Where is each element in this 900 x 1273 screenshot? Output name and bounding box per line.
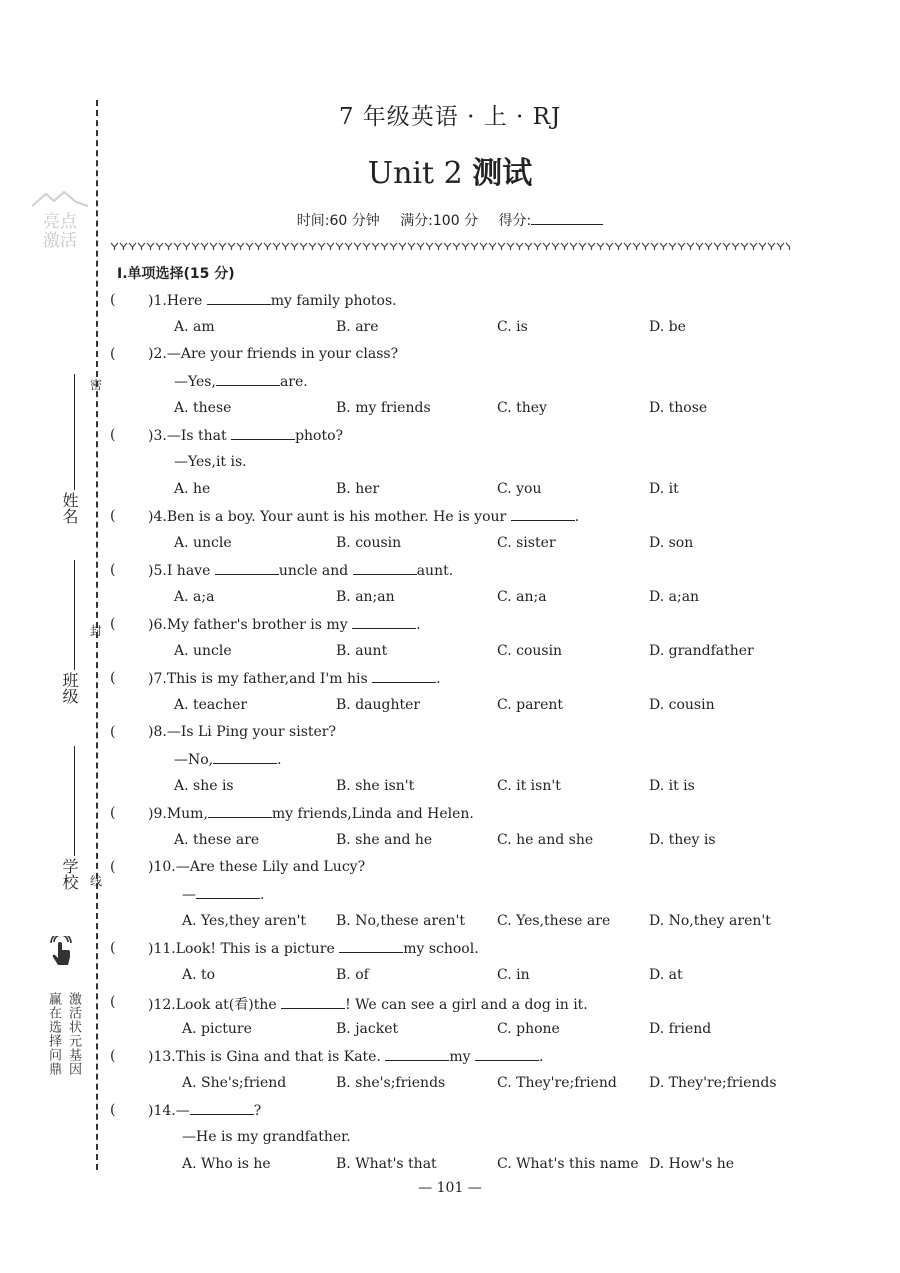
- option-b: B. What's that: [336, 1156, 437, 1172]
- option-b: B. No,these aren't: [336, 913, 465, 929]
- school-line: [74, 746, 75, 856]
- answer-bracket: (: [110, 1102, 116, 1118]
- option-c: C. it isn't: [497, 778, 561, 794]
- option-c: C. an;a: [497, 589, 547, 605]
- option-d: D. How's he: [649, 1156, 735, 1172]
- answer-bracket: (: [110, 562, 116, 578]
- question-13: )13.This is Gina and that is Kate. my .: [148, 1049, 544, 1065]
- seal-feng: 封: [90, 624, 103, 638]
- option-d: D. grandfather: [649, 643, 754, 659]
- answer-bracket: (: [110, 1048, 116, 1064]
- option-b: B. she and he: [336, 832, 433, 848]
- option-a: A. a;a: [174, 589, 215, 605]
- question-4: )4.Ben is a boy. Your aunt is his mother. He is your .: [148, 509, 580, 525]
- answer-bracket: (: [110, 508, 116, 524]
- option-d: D. friend: [649, 1021, 712, 1037]
- option-a: A. picture: [182, 1021, 252, 1037]
- question-14-reply: —He is my grandfather.: [182, 1129, 351, 1145]
- answer-bracket: (: [110, 940, 116, 956]
- option-a: A. she is: [174, 778, 234, 794]
- option-c: C. is: [497, 319, 528, 335]
- time-limit: 时间:60 分钟: [296, 213, 380, 229]
- page-number: — 101 —: [418, 1180, 482, 1196]
- class-label: 班级: [60, 672, 79, 704]
- answer-bracket: (: [110, 346, 116, 362]
- question-3: )3.—Is that photo?: [148, 428, 344, 444]
- unit-title: [0, 148, 900, 192]
- option-c: C. you: [497, 481, 542, 497]
- grade-title: 7 年级英语 · 上 · RJ: [338, 104, 562, 130]
- class-line: [74, 560, 75, 670]
- option-d: D. it is: [649, 778, 695, 794]
- option-d: D. No,they aren't: [649, 913, 771, 929]
- answer-bracket: (: [110, 994, 116, 1010]
- school-label: 学校: [60, 858, 79, 890]
- option-b: B. cousin: [336, 535, 402, 551]
- full-score: 满分:100 分: [400, 213, 479, 229]
- option-d: D. they is: [649, 832, 716, 848]
- question-1: )1.Here my family photos.: [148, 293, 397, 309]
- name-line: [74, 374, 75, 490]
- option-d: D. at: [649, 967, 683, 983]
- name-label: 姓名: [60, 492, 79, 524]
- answer-bracket: (: [110, 427, 116, 443]
- option-b: B. jacket: [336, 1021, 399, 1037]
- answer-bracket: (: [110, 292, 116, 308]
- question-5: )5.I have uncle and aunt.: [148, 563, 454, 579]
- answer-bracket: (: [110, 616, 116, 632]
- option-a: A. am: [174, 319, 215, 335]
- option-d: D. a;an: [649, 589, 700, 605]
- question-3-reply: —Yes,it is.: [174, 454, 247, 470]
- option-a: A. these are: [174, 832, 260, 848]
- option-b: B. her: [336, 481, 380, 497]
- option-d: D. They're;friends: [649, 1075, 777, 1091]
- question-7: )7.This is my father,and I'm his .: [148, 671, 441, 687]
- option-b: B. of: [336, 967, 369, 983]
- option-b: B. are: [336, 319, 379, 335]
- option-c: C. he and she: [497, 832, 594, 848]
- option-a: A. he: [174, 481, 211, 497]
- answer-bracket: (: [110, 724, 116, 740]
- option-d: D. be: [649, 319, 686, 335]
- option-d: D. it: [649, 481, 679, 497]
- option-a: A. Who is he: [182, 1156, 271, 1172]
- question-14: )14.— ?: [148, 1103, 262, 1119]
- option-a: A. She's;friend: [182, 1075, 287, 1091]
- option-b: B. an;an: [336, 589, 395, 605]
- cut-line: [96, 100, 98, 1170]
- arrow-border-icon: [110, 241, 790, 250]
- option-c: C. They're;friend: [497, 1075, 617, 1091]
- question-6: )6.My father's brother is my .: [148, 617, 421, 633]
- option-a: A. Yes,they aren't: [182, 913, 307, 929]
- option-b: B. she isn't: [336, 778, 415, 794]
- option-d: D. son: [649, 535, 694, 551]
- question-2-reply: —Yes, are.: [174, 374, 308, 390]
- option-c: C. sister: [497, 535, 556, 551]
- option-c: C. What's this name: [497, 1156, 639, 1172]
- option-a: A. teacher: [174, 697, 248, 713]
- option-d: D. those: [649, 400, 708, 416]
- option-a: A. uncle: [174, 535, 232, 551]
- option-c: C. they: [497, 400, 547, 416]
- touch-hand-icon: [46, 936, 76, 970]
- slogan-col-1: 激活状元基因: [66, 992, 81, 1076]
- seal-mi: 密: [90, 378, 103, 392]
- option-d: D. cousin: [649, 697, 715, 713]
- option-a: A. to: [182, 967, 216, 983]
- logo-text: 亮点激活: [43, 212, 77, 251]
- question-8: )8.—Is Li Ping your sister?: [148, 724, 336, 740]
- answer-bracket: (: [110, 670, 116, 686]
- question-10: )10.—Are these Lily and Lucy?: [148, 859, 366, 875]
- question-8-reply: —No, .: [174, 752, 282, 768]
- question-2: )2.—Are your friends in your class?: [148, 346, 399, 362]
- unit-prefix: Unit 2: [367, 156, 463, 191]
- question-10-reply: — .: [182, 887, 265, 903]
- option-b: B. aunt: [336, 643, 388, 659]
- option-c: C. cousin: [497, 643, 563, 659]
- exam-meta: [0, 210, 900, 230]
- seal-xian: 线: [90, 874, 103, 888]
- question-11: )11.Look! This is a picture my school.: [148, 941, 479, 957]
- option-b: B. my friends: [336, 400, 431, 416]
- option-a: A. these: [174, 400, 232, 416]
- mountain-icon: [30, 190, 90, 208]
- option-c: C. phone: [497, 1021, 560, 1037]
- decorative-border: [110, 238, 790, 250]
- slogan-col-2: 赢在选择问鼎: [46, 992, 61, 1076]
- unit-suffix: 测试: [472, 156, 533, 191]
- section-title: Ⅰ.单项选择(15 分): [117, 266, 235, 282]
- option-b: B. she's;friends: [336, 1075, 446, 1091]
- answer-bracket: (: [110, 859, 116, 875]
- answer-bracket: (: [110, 805, 116, 821]
- option-a: A. uncle: [174, 643, 232, 659]
- option-b: B. daughter: [336, 697, 421, 713]
- question-12: )12.Look at(看)the ! We can see a girl and a dog in it.: [148, 997, 588, 1013]
- question-9: )9.Mum, my friends,Linda and Helen.: [148, 806, 474, 822]
- option-c: C. in: [497, 967, 530, 983]
- option-c: C. Yes,these are: [497, 913, 611, 929]
- option-c: C. parent: [497, 697, 564, 713]
- score-field: 得分:: [499, 213, 604, 229]
